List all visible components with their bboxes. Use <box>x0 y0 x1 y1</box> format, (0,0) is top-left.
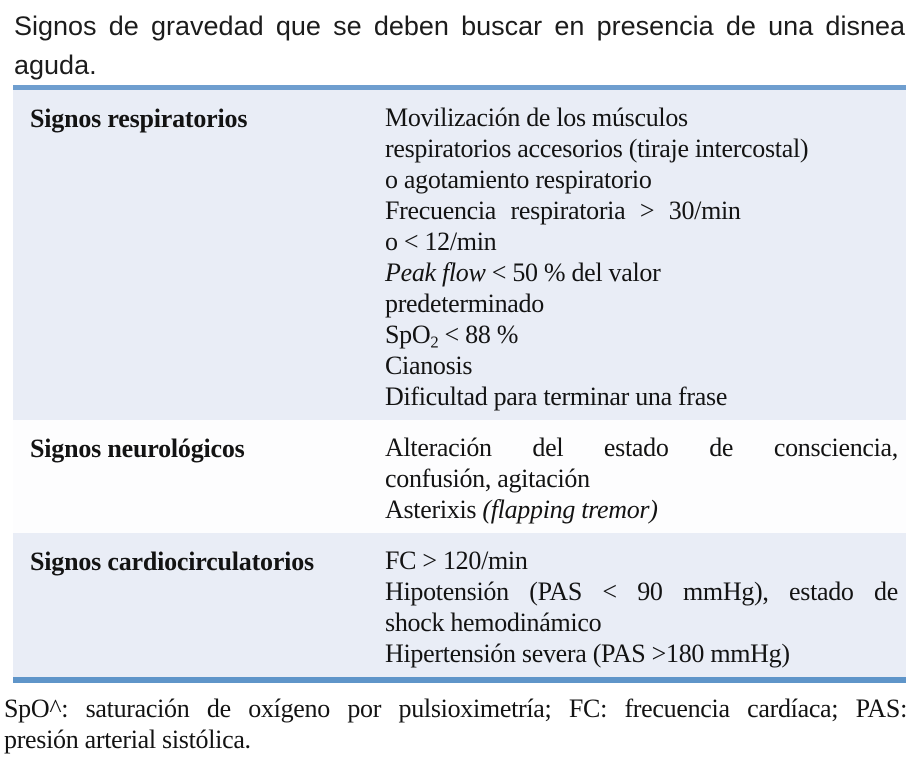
text-segment: o agotamiento respiratorio <box>385 165 652 194</box>
text-segment: confusión, agitación <box>385 464 590 493</box>
content-line <box>385 164 898 195</box>
italic-text: Peak flow <box>385 258 486 287</box>
text-segment: Dificultad para terminar una frase <box>385 382 728 411</box>
content-line <box>385 638 898 669</box>
content-line <box>385 195 898 226</box>
content-line <box>385 102 898 133</box>
content-line <box>385 432 898 463</box>
row-label: Signos respiratorios <box>30 104 248 133</box>
row-label: Signos neurológicos <box>30 434 245 463</box>
content-line <box>385 463 898 494</box>
text-segment: SpO <box>385 320 431 349</box>
content-line <box>385 576 898 607</box>
text-segment: Hipertensión severa (PAS >180 mmHg) <box>385 639 790 668</box>
row-content <box>385 420 906 533</box>
content-line <box>385 226 898 257</box>
row-content <box>385 533 906 677</box>
italic-text: (flapping tremor) <box>482 495 658 524</box>
row-content <box>385 90 906 420</box>
content-line <box>385 607 898 638</box>
content-line <box>385 319 898 350</box>
table-caption-line1: Signos de gravedad que se deben buscar en presencia de una disnea <box>14 11 905 41</box>
text-segment: o < 12/min <box>385 227 497 256</box>
page <box>0 7 915 763</box>
table-row <box>13 533 906 677</box>
row-label: Signos cardiocirculatorios <box>30 547 314 576</box>
text-segment: Hipotensión (PAS < 90 mmHg), estado de <box>385 577 898 606</box>
severity-signs-table <box>13 85 906 683</box>
content-line <box>385 257 898 288</box>
text-segment: respiratorios accesorios (tiraje intercostal) <box>385 134 809 163</box>
text-segment: Alteración del estado de consciencia, <box>385 433 898 462</box>
text-segment: Asterixis <box>385 495 483 524</box>
text-segment: Cianosis <box>385 351 473 380</box>
subscript-text: 2 <box>430 332 439 352</box>
text-segment: shock hemodinámico <box>385 608 602 637</box>
table-caption <box>14 7 905 85</box>
content-line <box>385 381 898 412</box>
text-segment: predeterminado <box>385 289 544 318</box>
table-footnote <box>4 693 907 755</box>
text-segment: < 50 % del valor <box>485 258 661 287</box>
table-row <box>13 90 906 420</box>
text-segment: Frecuencia respiratoria > 30/min <box>385 196 741 225</box>
table-caption-line2: aguda. <box>14 50 97 80</box>
content-line <box>385 545 898 576</box>
text-segment: Movilización de los músculos <box>385 103 688 132</box>
text-segment: FC > 120/min <box>385 546 528 575</box>
table-footnote-line1: SpO^: saturación de oxígeno por pulsioximetría; FC: frecuencia cardíaca; PAS: <box>4 694 907 723</box>
content-line <box>385 494 898 525</box>
text-segment: < 88 % <box>438 320 519 349</box>
content-line <box>385 288 898 319</box>
content-line <box>385 350 898 381</box>
content-line <box>385 133 898 164</box>
table-row <box>13 420 906 533</box>
table-footnote-line2: presión arterial sistólica. <box>4 725 251 754</box>
